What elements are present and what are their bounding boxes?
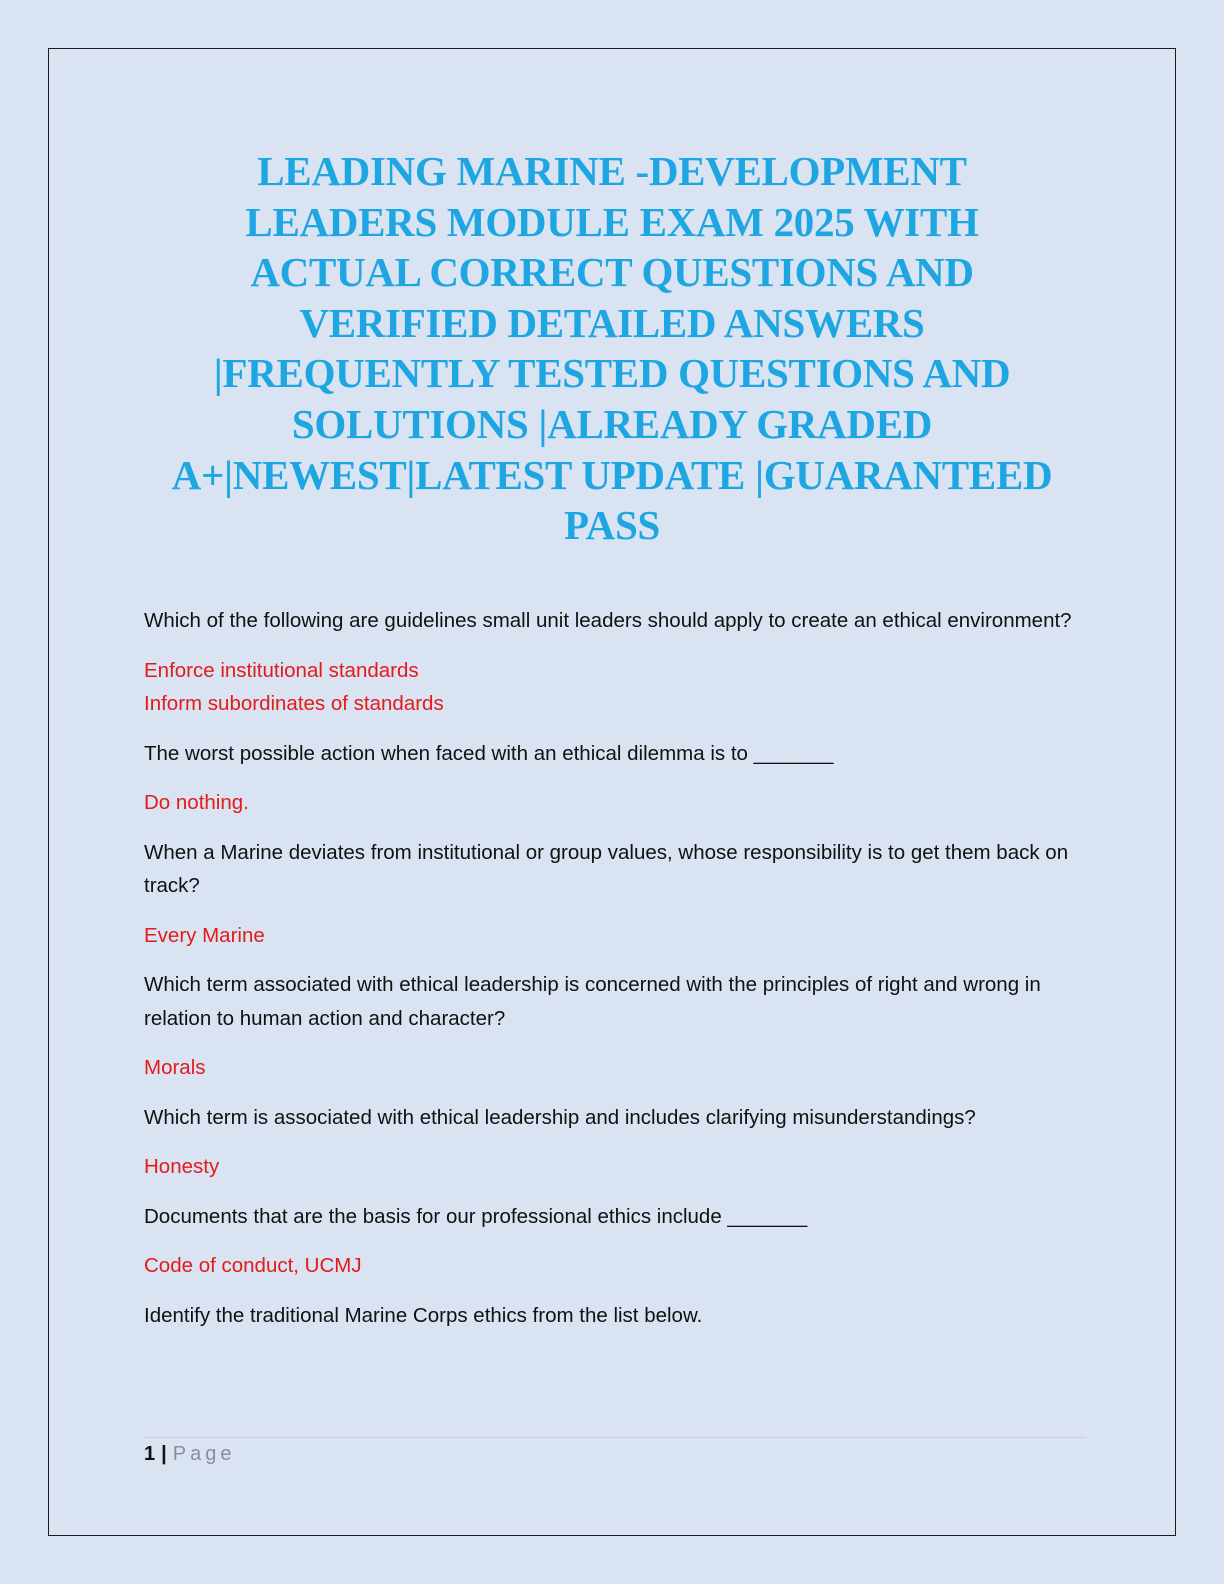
footer-divider — [143, 1437, 1086, 1438]
question-text: When a Marine deviates from institutional or group values, whose responsibility is to get them back on track? — [144, 840, 1069, 897]
title-line: VERIFIED DETAILED ANSWERS — [299, 299, 925, 346]
page-number: 1 — [144, 1443, 156, 1465]
document-title — [130, 146, 1094, 551]
title-line: PASS — [563, 502, 660, 549]
page-footer — [144, 1440, 235, 1468]
answer-line: Enforce institutional standards — [144, 658, 419, 682]
title-line: LEADING MARINE -DEVELOPMENT — [257, 148, 967, 194]
question-text: Which term is associated with ethical leadership and includes clarifying misunderstandings? — [144, 1105, 976, 1129]
answer-line: Honesty — [144, 1155, 220, 1178]
answer-text — [144, 786, 1084, 820]
question-text: Identify the traditional Marine Corps ethics from the list below. — [144, 1303, 703, 1327]
answer-line: Inform subordinates of standards — [144, 692, 444, 715]
question-text: The worst possible action when faced with an ethical dilemma is to _______ — [144, 741, 834, 765]
page-label: Page — [172, 1443, 236, 1465]
question-text: Which term associated with ethical leadership is concerned with the principles of right and wrong in relation to human action and character? — [144, 973, 1041, 1030]
answer-line: Morals — [144, 1056, 206, 1079]
answer-text — [144, 1051, 1084, 1085]
title-line: LEADERS MODULE EXAM 2025 WITH — [245, 198, 979, 245]
title-line: A+|NEWEST|LATEST UPDATE |GUARANTEED — [171, 451, 1053, 498]
qa-list — [144, 604, 1084, 1348]
answer-line: Every Marine — [144, 923, 265, 947]
answer-text — [144, 919, 1084, 953]
title-line: SOLUTIONS |ALREADY GRADED — [291, 400, 933, 447]
answer-text — [144, 1249, 1084, 1283]
question-text: Which of the following are guidelines small unit leaders should apply to create an ethical environment? — [144, 609, 1072, 632]
answer-text — [144, 654, 1084, 721]
footer-separator: | — [161, 1443, 167, 1465]
title-line: ACTUAL CORRECT QUESTIONS AND — [250, 249, 974, 296]
question-text: Documents that are the basis for our professional ethics include _______ — [144, 1204, 808, 1228]
answer-text — [144, 1150, 1084, 1184]
answer-line: Code of conduct, UCMJ — [144, 1254, 362, 1277]
answer-line: Do nothing. — [144, 791, 249, 814]
title-line: |FREQUENTLY TESTED QUESTIONS AND — [213, 350, 1011, 397]
